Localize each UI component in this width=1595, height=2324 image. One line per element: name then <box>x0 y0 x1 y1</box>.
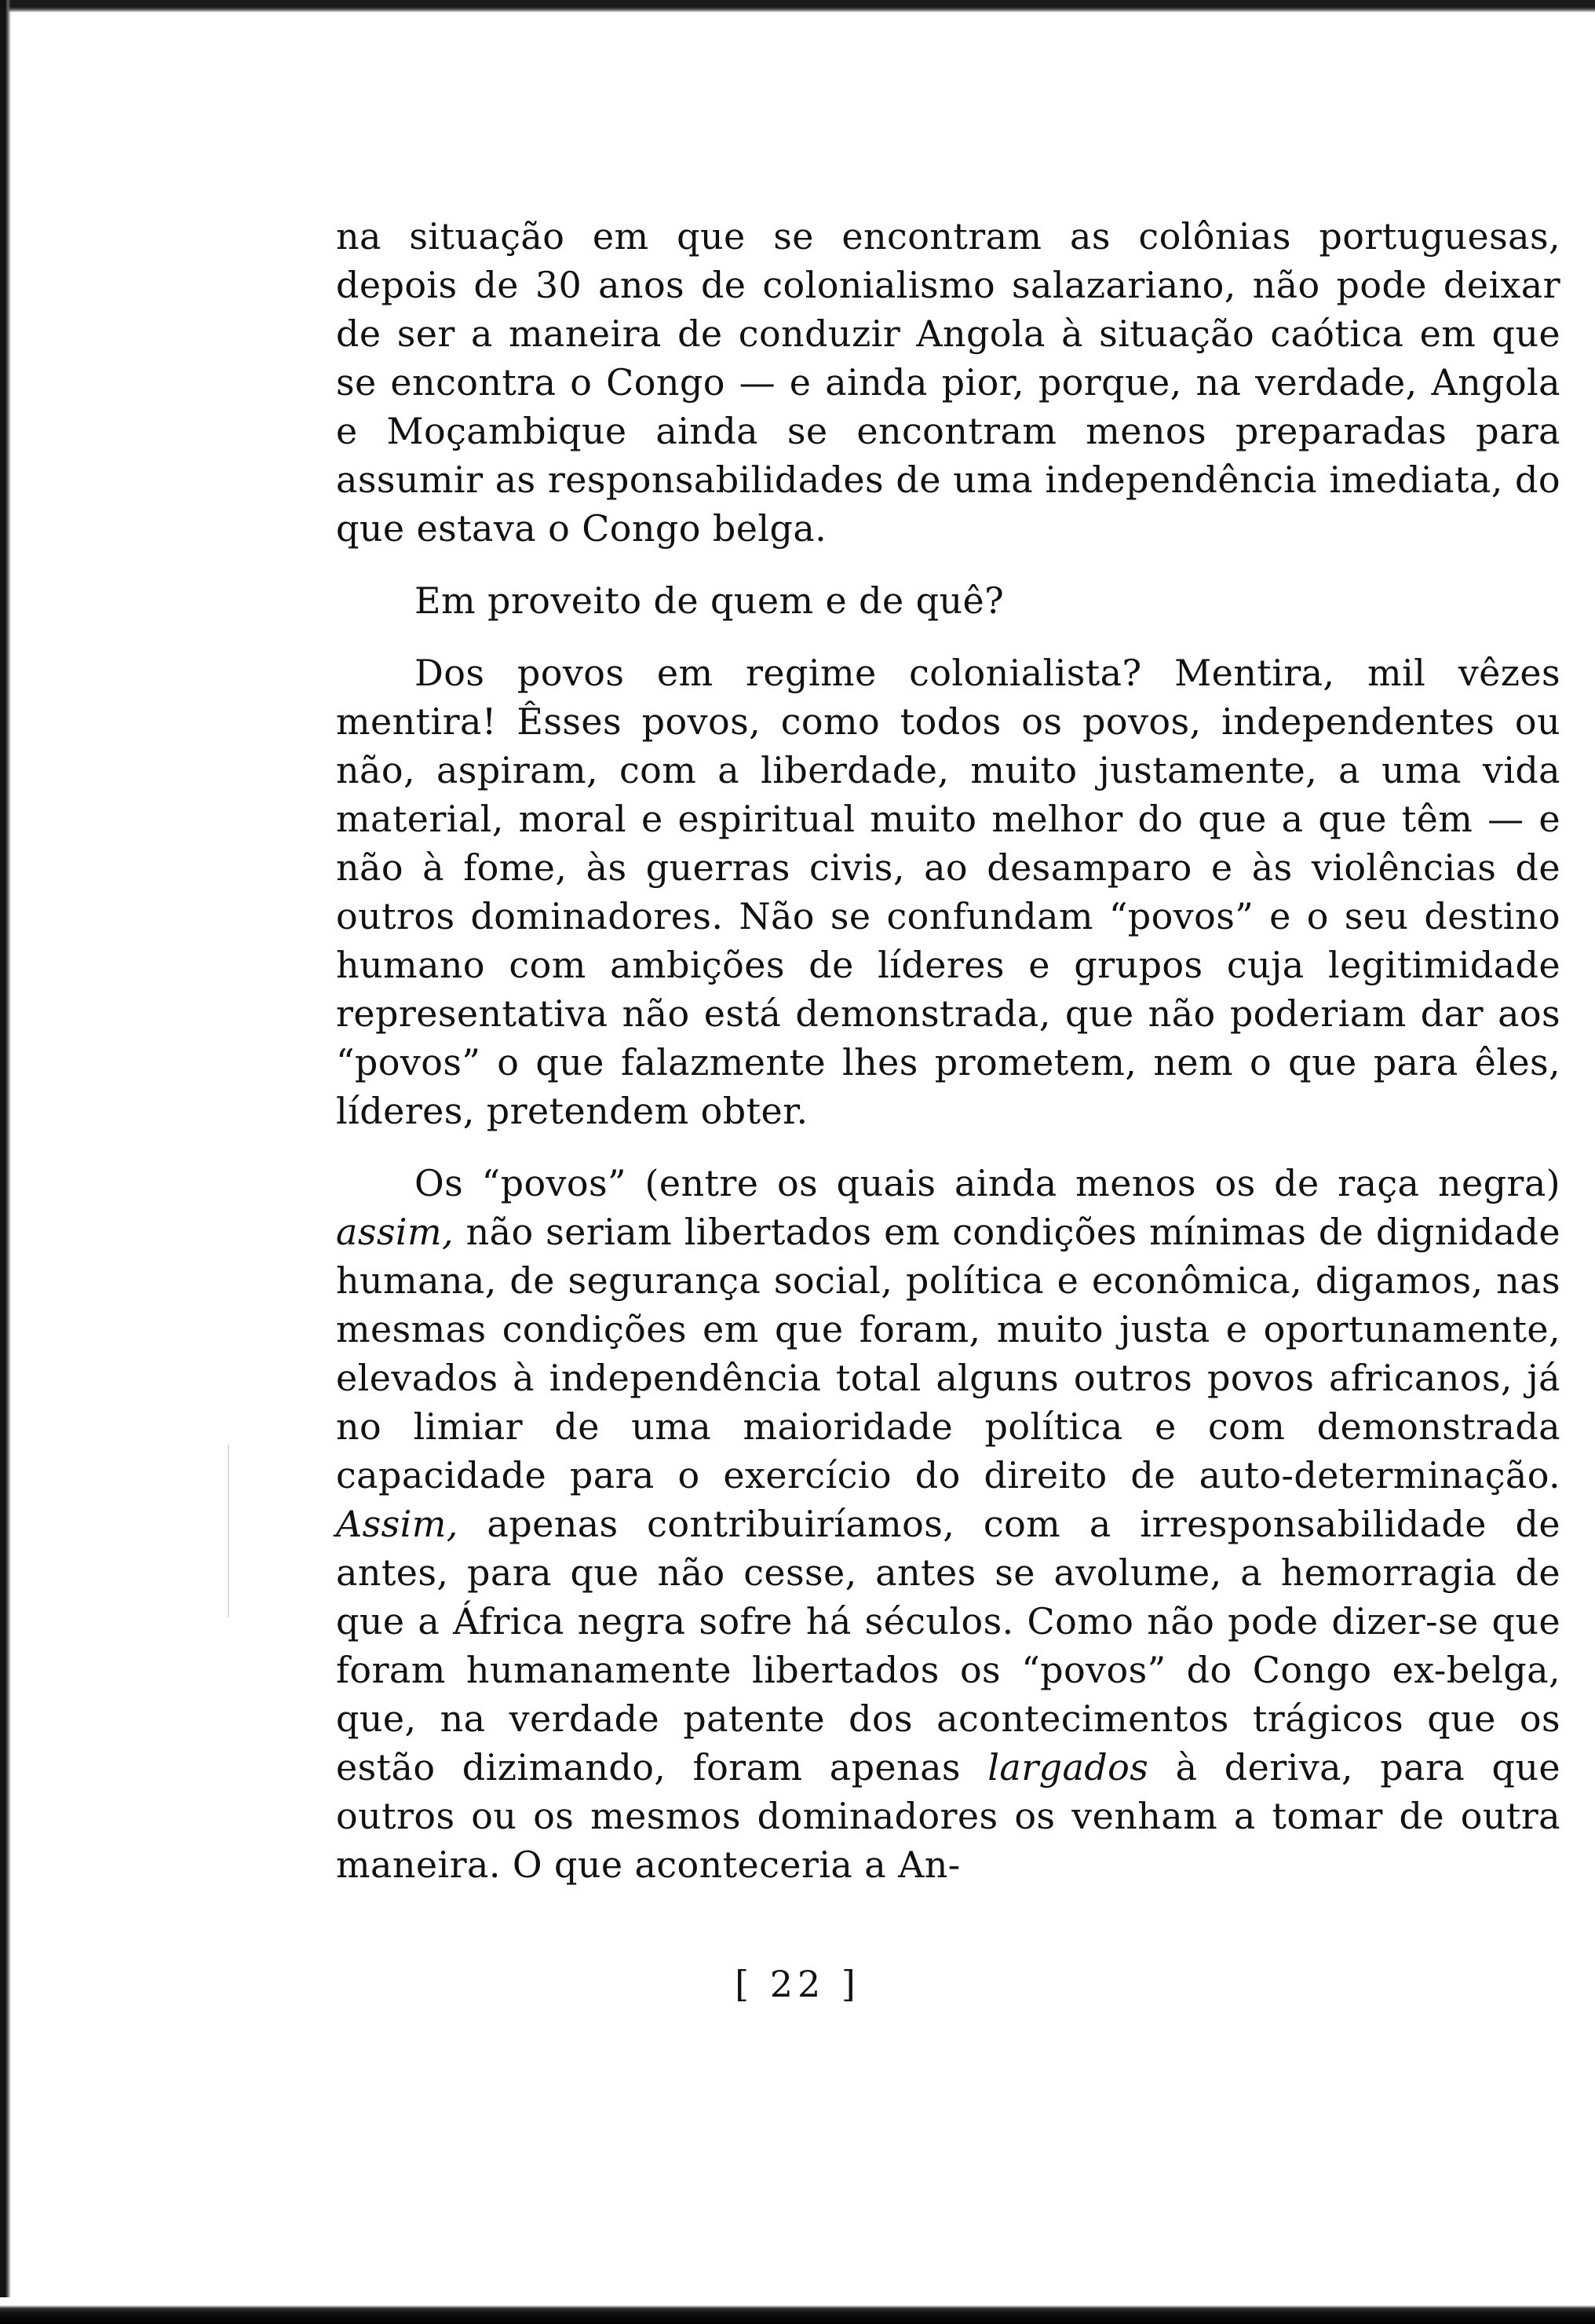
paragraph-4 <box>336 1159 1560 1889</box>
paragraph-2 <box>336 576 1560 625</box>
paragraph-4-emphasis-2: Assim, <box>336 1503 458 1545</box>
paragraph-3-text: Dos povos em regime colonialista? Mentira, mil vêzes mentira! Êsses povos, como todos os povos, independentes ou não, aspiram, com a liberdade, muito justamente, a uma vida material, moral e espiritual muito melhor do que a que têm — e não à fome, às guerras civis, ao desamparo e às violências de outros dominadores. Não se confundam “povos” e o seu destino humano com ambições de líderes e grupos cuja legitimidade representativa não está demonstrada, que não poderiam dar aos “povos” o que falazmente lhes prometem, nem o que para êles, líderes, pretendem obter. <box>336 652 1560 1132</box>
page-body <box>336 212 1560 1913</box>
page-number: [ 22 ] <box>735 1963 860 2005</box>
paragraph-4-run-3: apenas contribuiríamos, com a irresponsabilidade de antes, para que não cesse, antes se avolume, a hemorragia de que a África negra sofre há séculos. Como não pode dizer-se que foram humanamente libertados os “povos” do Congo ex-belga, que, na verdade patente dos acontecimentos trágicos que os estão dizimando, foram apenas <box>336 1503 1560 1789</box>
scan-margin-mark <box>228 1445 229 1617</box>
scan-edge-bottom <box>0 2297 1595 2324</box>
paragraph-4-emphasis-1: assim, <box>336 1211 454 1253</box>
scan-edge-top <box>0 0 1595 13</box>
paragraph-4-run-1: Os “povos” (entre os quais ainda menos os de raça negra) <box>414 1162 1560 1204</box>
paragraph-3 <box>336 649 1560 1135</box>
paragraph-1-text: na situação em que se encontram as colônias portuguesas, depois de 30 anos de colonialismo salazariano, não pode deixar de ser a maneira de conduzir Angola à situação caótica em que se encontra o Congo — e ainda pior, porque, na verdade, Angola e Moçambique ainda se encontram menos preparadas para assumir as responsabilidades de uma independência imediata, do que estava o Congo belga. <box>336 215 1560 550</box>
paragraph-4-run-4: à deriva, para que outros ou os mesmos dominadores os venham a tomar de outra maneira. O que aconteceria a An- <box>336 1746 1561 1886</box>
paragraph-4-emphasis-3: largados <box>987 1746 1149 1789</box>
paragraph-1 <box>336 212 1560 553</box>
paragraph-4-run-2: não seriam libertados em condições mínimas de dignidade humana, de segurança social, política e econômica, digamos, nas mesmas condições em que foram, muito justa e oportunamente, elevados à independência total alguns outros povos africanos, já no limiar de uma maioridade política e com demonstrada capacidade para o exercício do direito de auto-determinação. <box>336 1211 1560 1496</box>
paragraph-2-text: Em proveito de quem e de quê? <box>414 579 1005 622</box>
